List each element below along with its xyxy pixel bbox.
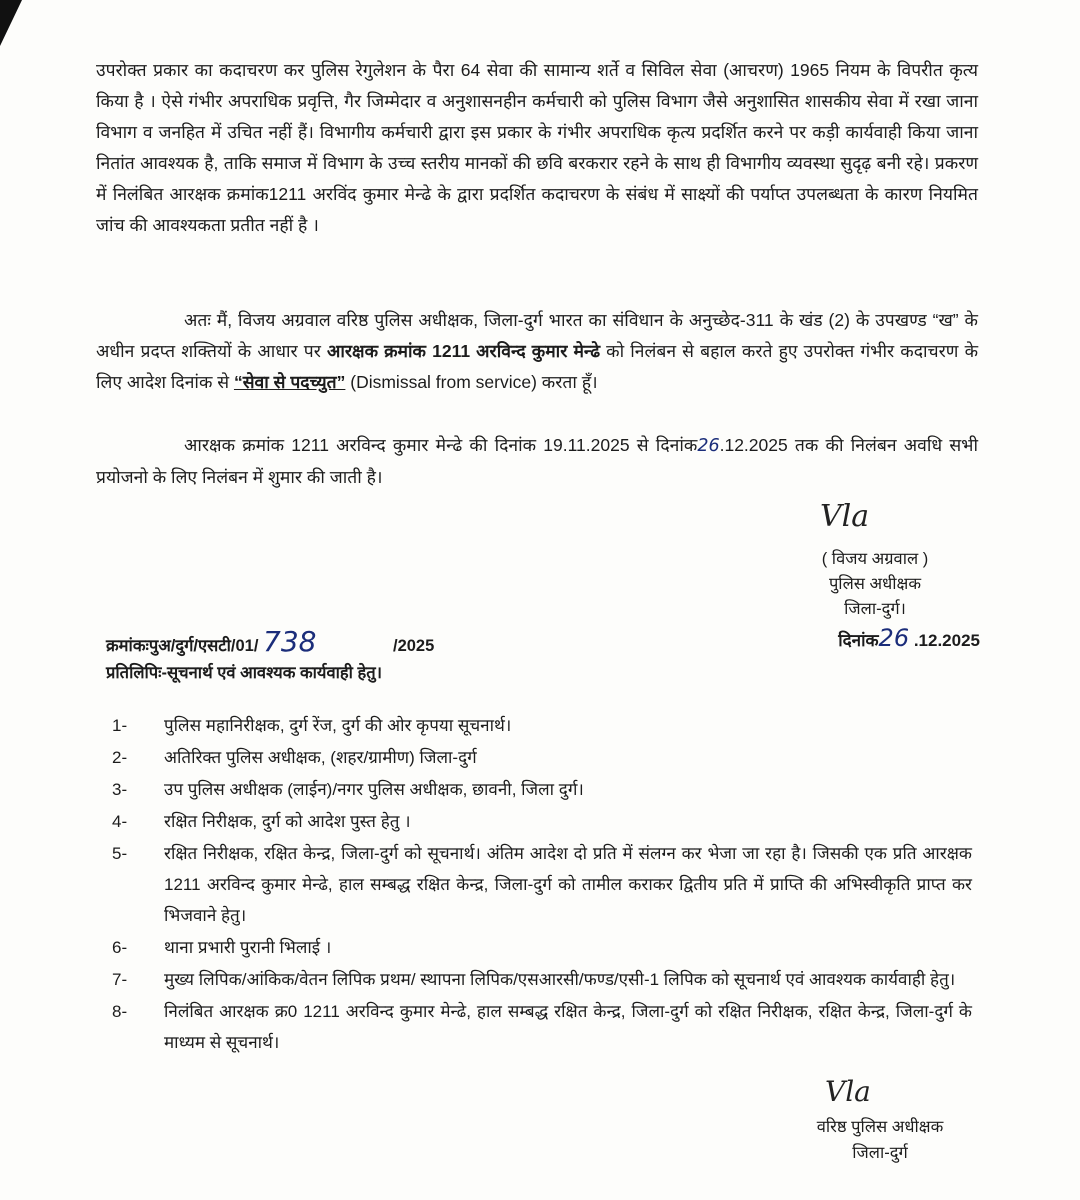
- list-number: 7-: [112, 970, 128, 989]
- list-number: 5-: [112, 844, 128, 863]
- list-text: मुख्य लिपिक/आंकिक/वेतन लिपिक प्रथम/ स्थापना लिपिक/एसआरसी/फण्ड/एसी-1 लिपिक को सूचनार्थ एवं आवश्यक कार्यवाही हेतु।: [164, 970, 956, 989]
- reference-year: /2025: [393, 637, 435, 655]
- list-number: 4-: [112, 812, 128, 831]
- signature-mark: Vla: [820, 499, 870, 534]
- list-item: [112, 742, 972, 773]
- order-paragraph-dismissal: [96, 305, 978, 398]
- list-number: 6-: [112, 938, 128, 957]
- list-text: उप पुलिस अधीक्षक (लाईन)/नगर पुलिस अधीक्षक, छावनी, जिला दुर्ग।: [164, 780, 584, 799]
- list-text: निलंबित आरक्षक क्र0 1211 अरविन्द कुमार मेन्ढे, हाल सम्बद्ध रक्षित केन्द्र, जिला-दुर्ग को रक्षित निरीक्षक, रक्षित केन्द्र, जिला-दुर्ग के माध्यम से सूचनार्थ।: [164, 1002, 972, 1052]
- list-number: 1-: [112, 716, 128, 735]
- dismissal-phrase: “सेवा से पदच्युत”: [233, 372, 346, 392]
- signatory-designation: पुलिस अधीक्षक: [828, 575, 922, 593]
- handwritten-day: 26: [697, 436, 720, 456]
- list-number: 8-: [112, 1002, 128, 1021]
- suspension-text-b: .12.2025 तक की निलंबन अवधि सभी प्रयोजनो के लिए निलंबन में शुमार की जाती है।: [96, 435, 978, 487]
- list-item: [112, 996, 972, 1058]
- list-item: [112, 932, 972, 963]
- list-text: थाना प्रभारी पुरानी भिलाई ।: [164, 938, 332, 957]
- dismissal-text-b: को निलंबन से बहाल करते हुए उपरोक्त गंभीर कदाचरण के लिए आदेश दिनांक से: [96, 341, 979, 392]
- signatory-district: जिला-दुर्ग: [852, 1144, 908, 1162]
- copy-distribution-list: [112, 710, 972, 1059]
- suspension-text-a: आरक्षक क्रमांक 1211 अरविन्द कुमार मेन्ढे की दिनांक 19.11.2025 से दिनांक: [184, 435, 698, 455]
- signatory-name: ( विजय अग्रवाल ): [821, 550, 929, 568]
- order-paragraph-misconduct: उपरोक्त प्रकार का कदाचरण कर पुलिस रेगुलेशन के पैरा 64 सेवा की सामान्य शर्ते व सिविल सेवा (आचरण) 1965 नियम के विपरीत कृत्य किया है । ऐसे गंभीर अपराधिक प्रवृत्ति, गैर जिम्मेदार व अनुशासनहीन कर्मचारी को पुलिस विभाग जैसे अनुशासित शासकीय सेवा में रखा जाना विभाग व जनहित में उचित नहीं हैं। विभागीय कर्मचारी द्वारा इस प्रकार के गंभीर अपराधिक कृत्य प्रदर्शित करने पर कड़ी कार्यवाही किया जाना नितांत आवश्यक है, ताकि समाज में विभाग के उच्च स्तरीय मानकों की छवि बरकरार रहने के साथ ही विभागीय व्यवस्था सुदृढ़ बनी रहे। प्रकरण में निलंबित आरक्षक क्रमांक1211 अरविंद कुमार मेन्ढे के द्वारा प्रदर्शित कदाचरण के संबंध में साक्ष्यों की पर्याप्त उपलब्धता के कारण नियमित जांच की आवश्यकता प्रतीत नहीं है ।: [96, 60, 978, 235]
- reference-number: [106, 625, 435, 660]
- list-text: रक्षित निरीक्षक, दुर्ग को आदेश पुस्त हेतु ।: [164, 812, 411, 831]
- list-text: अतिरिक्त पुलिस अधीक्षक, (शहर/ग्रामीण) जिला-दुर्ग: [164, 748, 477, 767]
- order-paragraph-suspension-period: [96, 430, 978, 493]
- constable-name-bold: आरक्षक क्रमांक 1211 अरविन्द कुमार मेन्ढे: [326, 341, 601, 361]
- handwritten-reference-number: 738: [263, 625, 317, 658]
- scan-corner-shadow: [0, 0, 22, 46]
- list-item: [112, 838, 972, 931]
- list-text: रक्षित निरीक्षक, रक्षित केन्द्र, जिला-दुर्ग को सूचनार्थ। अंतिम आदेश दो प्रति में संलग्न कर भेजा जा रहा है। जिसकी एक प्रति आरक्षक 1211 अरविन्द कुमार मेन्ढे, हाल सम्बद्ध रक्षित केन्द्र, जिला-दुर्ग को तामील कराकर द्वितीय प्रति में प्राप्ति की अभिस्वीकृति प्राप्त कर भिजवाने हेतु।: [164, 844, 972, 925]
- date-label: दिनांक: [838, 631, 879, 650]
- signature-block-sp: [770, 495, 980, 653]
- date-rest: .12.2025: [909, 631, 980, 650]
- handwritten-date-day: 26: [878, 624, 910, 652]
- signature-date: [770, 626, 980, 653]
- reference-prefix: क्रमांकःपुअ/दुर्ग/एसटी/01/: [106, 637, 259, 655]
- signatory-designation: वरिष्ठ पुलिस अधीक्षक: [816, 1118, 944, 1136]
- copy-to-heading: प्रतिलिपिः-सूचनार्थ एवं आवश्यक कार्यवाही हेतु।: [106, 664, 382, 682]
- list-text: पुलिस महानिरीक्षक, दुर्ग रेंज, दुर्ग की ओर कृपया सूचनार्थ।: [164, 716, 512, 735]
- dismissal-text-c: (Dismissal from service) करता हूँ।: [345, 372, 598, 392]
- list-number: 3-: [112, 780, 128, 799]
- dismissal-text-a: अतः मैं, विजय अग्रवाल वरिष्ठ पुलिस अधीक्षक, जिला-दुर्ग भारत का संविधान के अनुच्छेद-311 के खंड (2) के उपखण्ड “ख” के अधीन प्रदप्त शक्तियों के आधार पर: [96, 310, 978, 361]
- list-item: [112, 774, 972, 805]
- list-number: 2-: [112, 748, 128, 767]
- signature-block-ssp: [780, 1070, 980, 1166]
- list-item: [112, 964, 972, 995]
- reference-block: [106, 625, 435, 687]
- list-item: [112, 710, 972, 741]
- signature-mark: Vla: [825, 1075, 871, 1108]
- signatory-district: जिला-दुर्ग।: [844, 600, 906, 618]
- list-item: [112, 806, 972, 837]
